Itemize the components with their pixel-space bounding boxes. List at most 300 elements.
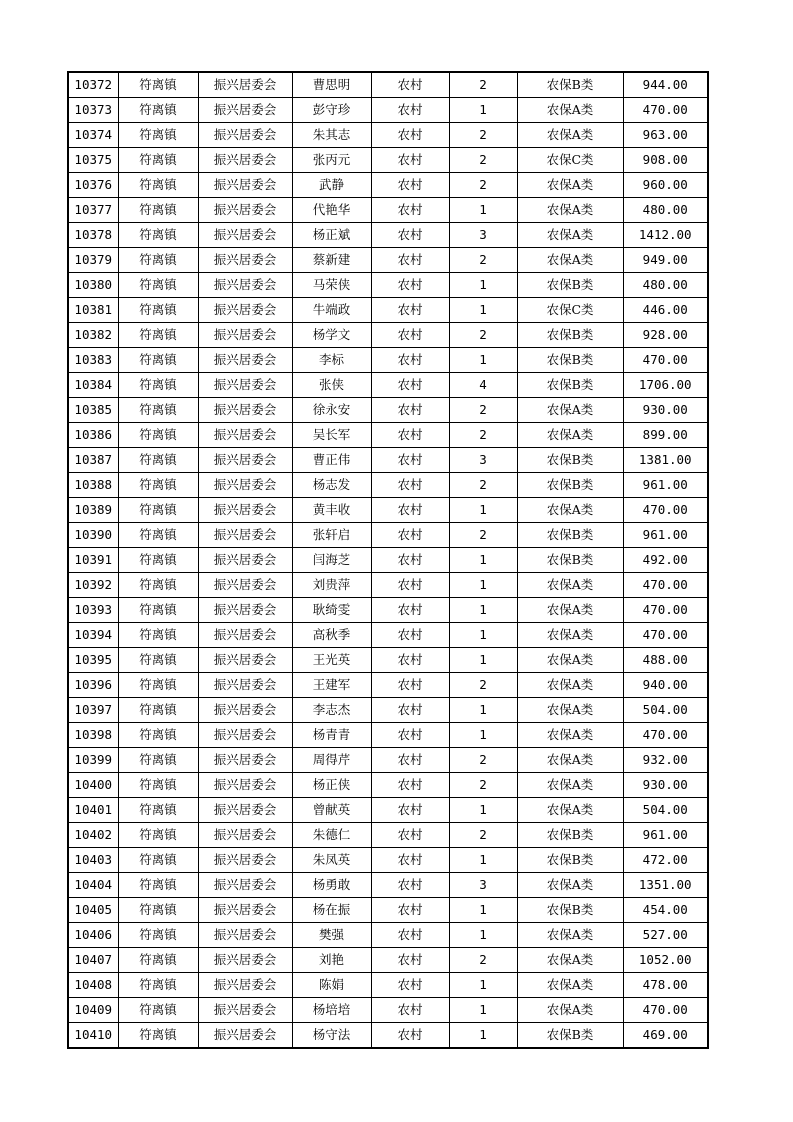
committee-cell: 振兴居委会 xyxy=(198,798,292,823)
amount-cell: 1351.00 xyxy=(623,873,708,898)
member-count-cell: 2 xyxy=(449,423,517,448)
town-cell: 符离镇 xyxy=(118,673,198,698)
insurance-category-cell: 农保A类 xyxy=(517,973,623,998)
name-cell: 黄丰收 xyxy=(292,498,371,523)
amount-cell: 949.00 xyxy=(623,248,708,273)
name-cell: 朱其志 xyxy=(292,123,371,148)
member-count-cell: 1 xyxy=(449,98,517,123)
town-cell: 符离镇 xyxy=(118,973,198,998)
member-count-cell: 2 xyxy=(449,948,517,973)
member-count-cell: 4 xyxy=(449,373,517,398)
household-type-cell: 农村 xyxy=(371,773,449,798)
household-type-cell: 农村 xyxy=(371,498,449,523)
committee-cell: 振兴居委会 xyxy=(198,873,292,898)
record-id-cell: 10387 xyxy=(68,448,118,473)
table-row xyxy=(68,648,708,673)
town-cell: 符离镇 xyxy=(118,123,198,148)
amount-cell: 961.00 xyxy=(623,473,708,498)
member-count-cell: 1 xyxy=(449,348,517,373)
insurance-category-cell: 农保B类 xyxy=(517,523,623,548)
household-type-cell: 农村 xyxy=(371,98,449,123)
town-cell: 符离镇 xyxy=(118,873,198,898)
table-row xyxy=(68,98,708,123)
member-count-cell: 1 xyxy=(449,973,517,998)
table-row xyxy=(68,873,708,898)
table-row xyxy=(68,148,708,173)
name-cell: 张侠 xyxy=(292,373,371,398)
household-type-cell: 农村 xyxy=(371,973,449,998)
amount-cell: 454.00 xyxy=(623,898,708,923)
member-count-cell: 1 xyxy=(449,298,517,323)
town-cell: 符离镇 xyxy=(118,998,198,1023)
name-cell: 曹正伟 xyxy=(292,448,371,473)
committee-cell: 振兴居委会 xyxy=(198,723,292,748)
name-cell: 刘艳 xyxy=(292,948,371,973)
household-type-cell: 农村 xyxy=(371,998,449,1023)
name-cell: 杨勇敢 xyxy=(292,873,371,898)
committee-cell: 振兴居委会 xyxy=(198,548,292,573)
roster-table xyxy=(67,71,709,1049)
member-count-cell: 1 xyxy=(449,923,517,948)
table-row xyxy=(68,998,708,1023)
record-id-cell: 10386 xyxy=(68,423,118,448)
member-count-cell: 1 xyxy=(449,723,517,748)
table-row xyxy=(68,198,708,223)
name-cell: 刘贵萍 xyxy=(292,573,371,598)
town-cell: 符离镇 xyxy=(118,823,198,848)
committee-cell: 振兴居委会 xyxy=(198,623,292,648)
household-type-cell: 农村 xyxy=(371,873,449,898)
committee-cell: 振兴居委会 xyxy=(198,923,292,948)
table-row xyxy=(68,348,708,373)
name-cell: 杨正侠 xyxy=(292,773,371,798)
insurance-category-cell: 农保B类 xyxy=(517,373,623,398)
record-id-cell: 10402 xyxy=(68,823,118,848)
household-type-cell: 农村 xyxy=(371,723,449,748)
insurance-category-cell: 农保A类 xyxy=(517,648,623,673)
record-id-cell: 10376 xyxy=(68,173,118,198)
table-row xyxy=(68,548,708,573)
insurance-category-cell: 农保A类 xyxy=(517,873,623,898)
amount-cell: 1052.00 xyxy=(623,948,708,973)
committee-cell: 振兴居委会 xyxy=(198,948,292,973)
insurance-category-cell: 农保A类 xyxy=(517,423,623,448)
record-id-cell: 10404 xyxy=(68,873,118,898)
name-cell: 周得芹 xyxy=(292,748,371,773)
record-id-cell: 10375 xyxy=(68,148,118,173)
name-cell: 杨学文 xyxy=(292,323,371,348)
amount-cell: 960.00 xyxy=(623,173,708,198)
table-row xyxy=(68,698,708,723)
member-count-cell: 1 xyxy=(449,698,517,723)
household-type-cell: 农村 xyxy=(371,348,449,373)
name-cell: 张轩启 xyxy=(292,523,371,548)
record-id-cell: 10390 xyxy=(68,523,118,548)
insurance-category-cell: 农保B类 xyxy=(517,273,623,298)
household-type-cell: 农村 xyxy=(371,648,449,673)
committee-cell: 振兴居委会 xyxy=(198,523,292,548)
table-row xyxy=(68,223,708,248)
record-id-cell: 10401 xyxy=(68,798,118,823)
record-id-cell: 10392 xyxy=(68,573,118,598)
record-id-cell: 10393 xyxy=(68,598,118,623)
committee-cell: 振兴居委会 xyxy=(198,448,292,473)
record-id-cell: 10409 xyxy=(68,998,118,1023)
committee-cell: 振兴居委会 xyxy=(198,248,292,273)
insurance-category-cell: 农保A类 xyxy=(517,698,623,723)
record-id-cell: 10410 xyxy=(68,1023,118,1049)
town-cell: 符离镇 xyxy=(118,698,198,723)
committee-cell: 振兴居委会 xyxy=(198,473,292,498)
household-type-cell: 农村 xyxy=(371,598,449,623)
record-id-cell: 10396 xyxy=(68,673,118,698)
amount-cell: 469.00 xyxy=(623,1023,708,1049)
name-cell: 蔡新建 xyxy=(292,248,371,273)
table-row xyxy=(68,323,708,348)
town-cell: 符离镇 xyxy=(118,423,198,448)
record-id-cell: 10399 xyxy=(68,748,118,773)
town-cell: 符离镇 xyxy=(118,323,198,348)
household-type-cell: 农村 xyxy=(371,423,449,448)
name-cell: 朱德仁 xyxy=(292,823,371,848)
name-cell: 杨培培 xyxy=(292,998,371,1023)
table-row xyxy=(68,72,708,98)
committee-cell: 振兴居委会 xyxy=(198,673,292,698)
table-row xyxy=(68,948,708,973)
record-id-cell: 10378 xyxy=(68,223,118,248)
insurance-category-cell: 农保A类 xyxy=(517,398,623,423)
amount-cell: 470.00 xyxy=(623,98,708,123)
household-type-cell: 农村 xyxy=(371,698,449,723)
committee-cell: 振兴居委会 xyxy=(198,698,292,723)
member-count-cell: 2 xyxy=(449,323,517,348)
amount-cell: 504.00 xyxy=(623,698,708,723)
town-cell: 符离镇 xyxy=(118,373,198,398)
amount-cell: 470.00 xyxy=(623,598,708,623)
committee-cell: 振兴居委会 xyxy=(198,823,292,848)
record-id-cell: 10381 xyxy=(68,298,118,323)
member-count-cell: 2 xyxy=(449,72,517,98)
member-count-cell: 1 xyxy=(449,598,517,623)
member-count-cell: 2 xyxy=(449,673,517,698)
insurance-category-cell: 农保B类 xyxy=(517,823,623,848)
insurance-category-cell: 农保B类 xyxy=(517,548,623,573)
committee-cell: 振兴居委会 xyxy=(198,748,292,773)
table-row xyxy=(68,273,708,298)
amount-cell: 1412.00 xyxy=(623,223,708,248)
amount-cell: 899.00 xyxy=(623,423,708,448)
household-type-cell: 农村 xyxy=(371,673,449,698)
member-count-cell: 1 xyxy=(449,548,517,573)
member-count-cell: 1 xyxy=(449,498,517,523)
amount-cell: 480.00 xyxy=(623,198,708,223)
insurance-category-cell: 农保A类 xyxy=(517,948,623,973)
record-id-cell: 10395 xyxy=(68,648,118,673)
table-row xyxy=(68,823,708,848)
town-cell: 符离镇 xyxy=(118,948,198,973)
household-type-cell: 农村 xyxy=(371,373,449,398)
amount-cell: 930.00 xyxy=(623,398,708,423)
household-type-cell: 农村 xyxy=(371,248,449,273)
insurance-category-cell: 农保C类 xyxy=(517,298,623,323)
member-count-cell: 2 xyxy=(449,123,517,148)
member-count-cell: 2 xyxy=(449,473,517,498)
table-row xyxy=(68,498,708,523)
insurance-category-cell: 农保A类 xyxy=(517,623,623,648)
household-type-cell: 农村 xyxy=(371,448,449,473)
household-type-cell: 农村 xyxy=(371,198,449,223)
name-cell: 王建军 xyxy=(292,673,371,698)
household-type-cell: 农村 xyxy=(371,623,449,648)
household-type-cell: 农村 xyxy=(371,948,449,973)
household-type-cell: 农村 xyxy=(371,823,449,848)
name-cell: 陈娟 xyxy=(292,973,371,998)
amount-cell: 963.00 xyxy=(623,123,708,148)
insurance-category-cell: 农保B类 xyxy=(517,473,623,498)
committee-cell: 振兴居委会 xyxy=(198,1023,292,1049)
member-count-cell: 2 xyxy=(449,823,517,848)
member-count-cell: 1 xyxy=(449,998,517,1023)
amount-cell: 961.00 xyxy=(623,523,708,548)
committee-cell: 振兴居委会 xyxy=(198,348,292,373)
record-id-cell: 10394 xyxy=(68,623,118,648)
insurance-category-cell: 农保B类 xyxy=(517,848,623,873)
town-cell: 符离镇 xyxy=(118,298,198,323)
town-cell: 符离镇 xyxy=(118,573,198,598)
member-count-cell: 2 xyxy=(449,773,517,798)
insurance-category-cell: 农保A类 xyxy=(517,498,623,523)
insurance-category-cell: 农保B类 xyxy=(517,72,623,98)
member-count-cell: 2 xyxy=(449,173,517,198)
name-cell: 李标 xyxy=(292,348,371,373)
committee-cell: 振兴居委会 xyxy=(198,223,292,248)
member-count-cell: 3 xyxy=(449,448,517,473)
table-row xyxy=(68,773,708,798)
insurance-category-cell: 农保A类 xyxy=(517,198,623,223)
name-cell: 牛端政 xyxy=(292,298,371,323)
name-cell: 杨青青 xyxy=(292,723,371,748)
record-id-cell: 10407 xyxy=(68,948,118,973)
household-type-cell: 农村 xyxy=(371,848,449,873)
committee-cell: 振兴居委会 xyxy=(198,98,292,123)
member-count-cell: 1 xyxy=(449,623,517,648)
town-cell: 符离镇 xyxy=(118,398,198,423)
committee-cell: 振兴居委会 xyxy=(198,998,292,1023)
table-row xyxy=(68,748,708,773)
table-row xyxy=(68,798,708,823)
committee-cell: 振兴居委会 xyxy=(198,123,292,148)
amount-cell: 470.00 xyxy=(623,348,708,373)
town-cell: 符离镇 xyxy=(118,148,198,173)
name-cell: 樊强 xyxy=(292,923,371,948)
amount-cell: 908.00 xyxy=(623,148,708,173)
amount-cell: 1381.00 xyxy=(623,448,708,473)
table-row xyxy=(68,423,708,448)
amount-cell: 492.00 xyxy=(623,548,708,573)
table-row xyxy=(68,448,708,473)
table-row xyxy=(68,673,708,698)
insurance-category-cell: 农保B类 xyxy=(517,348,623,373)
table-row xyxy=(68,973,708,998)
name-cell: 马荣侠 xyxy=(292,273,371,298)
committee-cell: 振兴居委会 xyxy=(198,173,292,198)
record-id-cell: 10403 xyxy=(68,848,118,873)
amount-cell: 1706.00 xyxy=(623,373,708,398)
record-id-cell: 10405 xyxy=(68,898,118,923)
insurance-category-cell: 农保A类 xyxy=(517,748,623,773)
record-id-cell: 10372 xyxy=(68,72,118,98)
table-row xyxy=(68,623,708,648)
table-row xyxy=(68,248,708,273)
household-type-cell: 农村 xyxy=(371,798,449,823)
table-row xyxy=(68,523,708,548)
insurance-category-cell: 农保A类 xyxy=(517,98,623,123)
town-cell: 符离镇 xyxy=(118,748,198,773)
town-cell: 符离镇 xyxy=(118,273,198,298)
record-id-cell: 10380 xyxy=(68,273,118,298)
amount-cell: 527.00 xyxy=(623,923,708,948)
insurance-category-cell: 农保B类 xyxy=(517,1023,623,1049)
name-cell: 杨正斌 xyxy=(292,223,371,248)
town-cell: 符离镇 xyxy=(118,598,198,623)
table-row xyxy=(68,298,708,323)
committee-cell: 振兴居委会 xyxy=(198,848,292,873)
town-cell: 符离镇 xyxy=(118,198,198,223)
household-type-cell: 农村 xyxy=(371,1023,449,1049)
table-row xyxy=(68,598,708,623)
committee-cell: 振兴居委会 xyxy=(198,72,292,98)
record-id-cell: 10408 xyxy=(68,973,118,998)
household-type-cell: 农村 xyxy=(371,148,449,173)
record-id-cell: 10397 xyxy=(68,698,118,723)
town-cell: 符离镇 xyxy=(118,223,198,248)
table-row xyxy=(68,123,708,148)
committee-cell: 振兴居委会 xyxy=(198,148,292,173)
name-cell: 杨在振 xyxy=(292,898,371,923)
town-cell: 符离镇 xyxy=(118,898,198,923)
town-cell: 符离镇 xyxy=(118,523,198,548)
member-count-cell: 3 xyxy=(449,873,517,898)
member-count-cell: 1 xyxy=(449,573,517,598)
member-count-cell: 1 xyxy=(449,798,517,823)
name-cell: 张丙元 xyxy=(292,148,371,173)
committee-cell: 振兴居委会 xyxy=(198,648,292,673)
town-cell: 符离镇 xyxy=(118,473,198,498)
amount-cell: 932.00 xyxy=(623,748,708,773)
record-id-cell: 10382 xyxy=(68,323,118,348)
member-count-cell: 2 xyxy=(449,748,517,773)
record-id-cell: 10389 xyxy=(68,498,118,523)
town-cell: 符离镇 xyxy=(118,798,198,823)
amount-cell: 504.00 xyxy=(623,798,708,823)
member-count-cell: 1 xyxy=(449,848,517,873)
insurance-category-cell: 农保A类 xyxy=(517,123,623,148)
insurance-category-cell: 农保A类 xyxy=(517,573,623,598)
member-count-cell: 1 xyxy=(449,273,517,298)
committee-cell: 振兴居委会 xyxy=(198,273,292,298)
committee-cell: 振兴居委会 xyxy=(198,423,292,448)
table-row xyxy=(68,573,708,598)
insurance-category-cell: 农保A类 xyxy=(517,248,623,273)
household-type-cell: 农村 xyxy=(371,173,449,198)
table-row xyxy=(68,723,708,748)
committee-cell: 振兴居委会 xyxy=(198,398,292,423)
table-row xyxy=(68,923,708,948)
insurance-category-cell: 农保B类 xyxy=(517,323,623,348)
amount-cell: 961.00 xyxy=(623,823,708,848)
household-type-cell: 农村 xyxy=(371,473,449,498)
name-cell: 曹思明 xyxy=(292,72,371,98)
member-count-cell: 3 xyxy=(449,223,517,248)
member-count-cell: 2 xyxy=(449,398,517,423)
town-cell: 符离镇 xyxy=(118,923,198,948)
member-count-cell: 1 xyxy=(449,898,517,923)
amount-cell: 944.00 xyxy=(623,72,708,98)
member-count-cell: 2 xyxy=(449,248,517,273)
amount-cell: 478.00 xyxy=(623,973,708,998)
record-id-cell: 10385 xyxy=(68,398,118,423)
amount-cell: 928.00 xyxy=(623,323,708,348)
name-cell: 李志杰 xyxy=(292,698,371,723)
town-cell: 符离镇 xyxy=(118,248,198,273)
record-id-cell: 10373 xyxy=(68,98,118,123)
table-row xyxy=(68,398,708,423)
amount-cell: 480.00 xyxy=(623,273,708,298)
committee-cell: 振兴居委会 xyxy=(198,198,292,223)
household-type-cell: 农村 xyxy=(371,898,449,923)
insurance-category-cell: 农保A类 xyxy=(517,723,623,748)
amount-cell: 930.00 xyxy=(623,773,708,798)
record-id-cell: 10377 xyxy=(68,198,118,223)
town-cell: 符离镇 xyxy=(118,1023,198,1049)
name-cell: 曾献英 xyxy=(292,798,371,823)
household-type-cell: 农村 xyxy=(371,548,449,573)
record-id-cell: 10388 xyxy=(68,473,118,498)
name-cell: 彭守珍 xyxy=(292,98,371,123)
record-id-cell: 10391 xyxy=(68,548,118,573)
town-cell: 符离镇 xyxy=(118,773,198,798)
record-id-cell: 10384 xyxy=(68,373,118,398)
table-body xyxy=(68,72,708,1048)
table-row xyxy=(68,173,708,198)
member-count-cell: 2 xyxy=(449,523,517,548)
table-row xyxy=(68,898,708,923)
committee-cell: 振兴居委会 xyxy=(198,898,292,923)
committee-cell: 振兴居委会 xyxy=(198,323,292,348)
insurance-category-cell: 农保C类 xyxy=(517,148,623,173)
name-cell: 代艳华 xyxy=(292,198,371,223)
name-cell: 朱凤英 xyxy=(292,848,371,873)
household-type-cell: 农村 xyxy=(371,123,449,148)
amount-cell: 472.00 xyxy=(623,848,708,873)
household-type-cell: 农村 xyxy=(371,223,449,248)
town-cell: 符离镇 xyxy=(118,448,198,473)
household-type-cell: 农村 xyxy=(371,573,449,598)
insurance-category-cell: 农保A类 xyxy=(517,673,623,698)
table-row xyxy=(68,848,708,873)
amount-cell: 470.00 xyxy=(623,998,708,1023)
household-type-cell: 农村 xyxy=(371,72,449,98)
name-cell: 闫海芝 xyxy=(292,548,371,573)
town-cell: 符离镇 xyxy=(118,548,198,573)
amount-cell: 488.00 xyxy=(623,648,708,673)
amount-cell: 470.00 xyxy=(623,498,708,523)
amount-cell: 446.00 xyxy=(623,298,708,323)
insurance-category-cell: 农保B类 xyxy=(517,898,623,923)
household-type-cell: 农村 xyxy=(371,323,449,348)
member-count-cell: 1 xyxy=(449,198,517,223)
insurance-category-cell: 农保A类 xyxy=(517,798,623,823)
